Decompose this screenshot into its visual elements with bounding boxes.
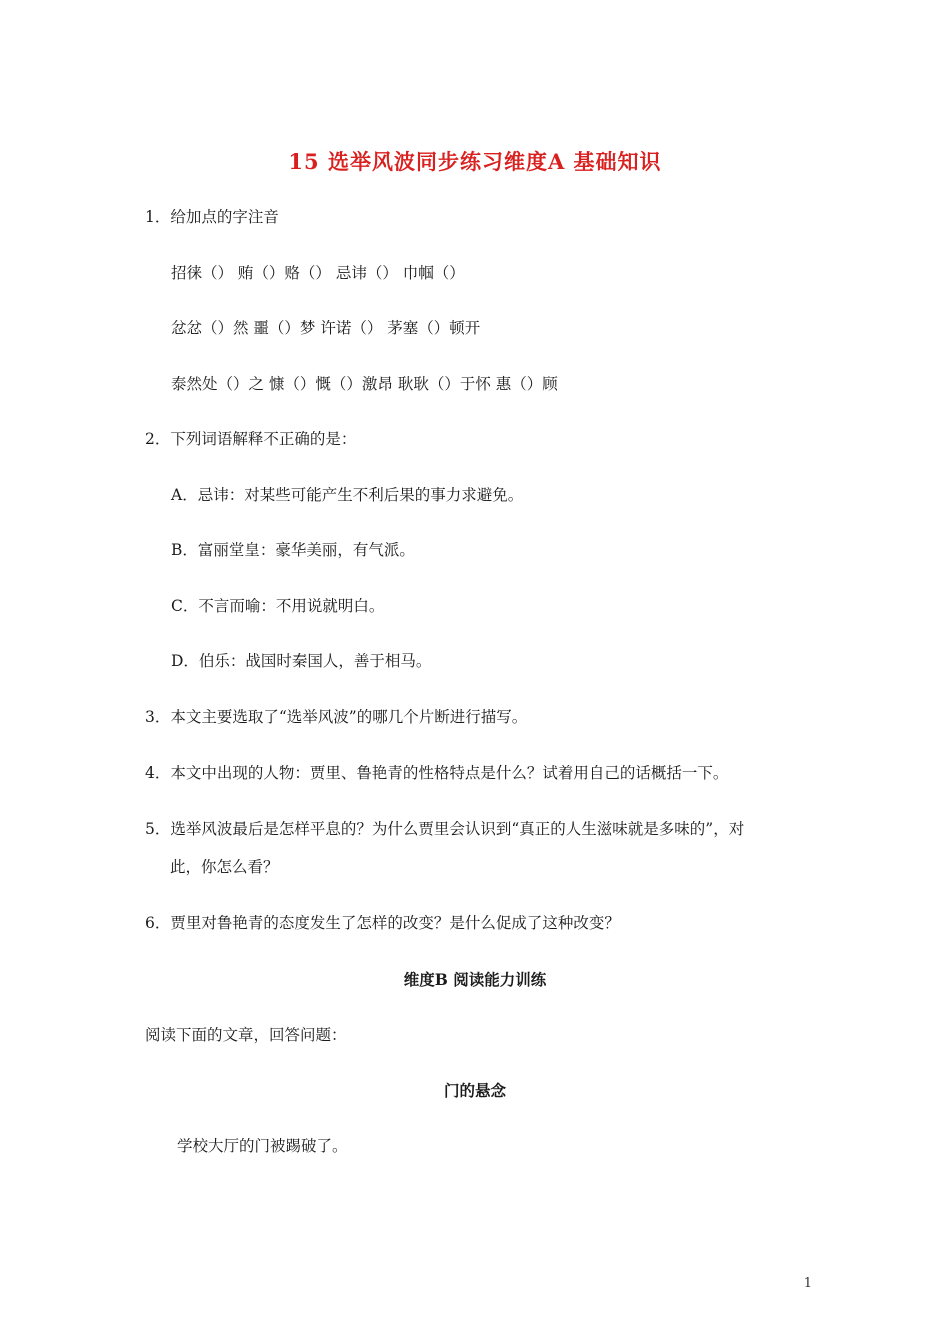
question-2-stem: 2．下列词语解释不正确的是： — [145, 430, 357, 448]
page-title: 15 选举风波同步练习维度A 基础知识 — [288, 149, 662, 174]
question-6: 6．贾里对鲁艳青的态度发生了怎样的改变？是什么促成了这种改变？ — [145, 914, 620, 932]
question-1-stem: 1．给加点的字注音 — [145, 208, 279, 226]
article-paragraph: 学校大厅的门被踢破了。 — [177, 1137, 348, 1155]
question-2-option-c: C．不言而喻：不用说就明白。 — [171, 597, 385, 615]
question-2-option-b: B．富丽堂皇：豪华美丽，有气派。 — [171, 541, 415, 559]
question-4: 4．本文中出现的人物：贾里、鲁艳青的性格特点是什么？试着用自己的话概括一下。 — [145, 764, 729, 782]
question-3: 3．本文主要选取了“选举风波”的哪几个片断进行描写。 — [145, 708, 528, 726]
section-b-heading: 维度B 阅读能力训练 — [403, 970, 547, 989]
reading-instruction: 阅读下面的文章，回答问题： — [145, 1026, 347, 1044]
question-1-row-1: 招徕（） 贿（）赂（） 忌讳（） 巾帼（） — [171, 264, 465, 282]
article-title: 门的悬念 — [443, 1081, 506, 1100]
page-number: 1 — [803, 1276, 812, 1291]
question-5-line-2: 此，你怎么看？ — [170, 858, 279, 876]
question-5-line-1: 5．选举风波最后是怎样平息的？为什么贾里会认识到“真正的人生滋味就是多味的”，对 — [145, 820, 745, 838]
question-2-option-a: A．忌讳：对某些可能产生不利后果的事力求避免。 — [171, 486, 524, 504]
question-1-row-2: 忿忿（）然 噩（）梦 许诺（） 茅塞（）顿开 — [171, 319, 481, 337]
question-2-option-d: D．伯乐：战国时秦国人，善于相马。 — [171, 652, 432, 670]
question-1-row-3: 泰然处（）之 慷（）慨（）激昂 耿耿（）于怀 惠（）顾 — [171, 375, 558, 393]
